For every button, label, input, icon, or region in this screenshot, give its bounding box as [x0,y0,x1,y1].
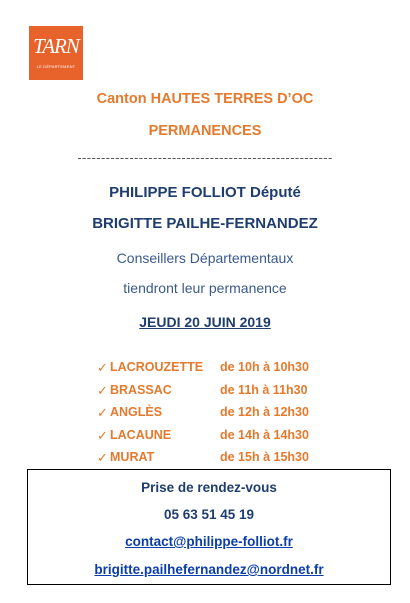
official-deputy: PHILIPPE FOLLIOT Député [109,184,301,201]
time-slot: de 10h à 10h30 [220,360,309,374]
contact-heading: Prise de rendez-vous [141,480,277,495]
contact-box [27,469,391,585]
town-name: ANGLÈS [110,405,163,419]
list-item [97,428,357,451]
canton-title: Canton HAUTES TERRES D’OC [96,91,314,107]
logo-word: TARN [33,34,79,58]
time-slot: de 14h à 14h30 [220,427,309,442]
list-item [97,383,357,406]
contact-email-link[interactable]: contact@philippe-folliot.fr [125,534,293,549]
permanences-title: PERMANENCES [148,123,262,139]
town-name: LACAUNE [110,427,172,442]
time-slot: de 15h à 15h30 [220,450,309,464]
role-text: Conseillers Départementaux [116,250,294,266]
checkmark-icon: ✓ [97,382,108,398]
town-name: MURAT [110,450,155,464]
town-name: BRASSAC [110,382,172,397]
town-name: LACROUZETTE [110,360,204,374]
list-item [97,405,357,428]
list-item [97,360,357,383]
time-slot: de 12h à 12h30 [220,405,309,419]
official-councillor: BRIGITTE PAILHE-FERNANDEZ [92,215,318,232]
action-text: tiendront leur permanence [123,280,287,296]
checkmark-icon: ✓ [97,405,108,420]
tarn-logo [29,26,83,80]
councillor-email-link[interactable]: brigitte.pailhefernandez@nordnet.fr [94,562,324,577]
checkmark-icon: ✓ [97,450,108,465]
contact-phone: 05 63 51 45 19 [163,507,255,522]
logo-subtitle: LE DÉPARTEMENT [36,64,76,69]
event-date: JEUDI 20 JUIN 2019 [139,314,271,330]
separator-line: ------------------------------------------------------ [77,150,333,165]
checkmark-icon: ✓ [97,427,108,443]
schedule-list [97,360,357,473]
checkmark-icon: ✓ [97,360,108,375]
time-slot: de 11h à 11h30 [220,382,308,397]
